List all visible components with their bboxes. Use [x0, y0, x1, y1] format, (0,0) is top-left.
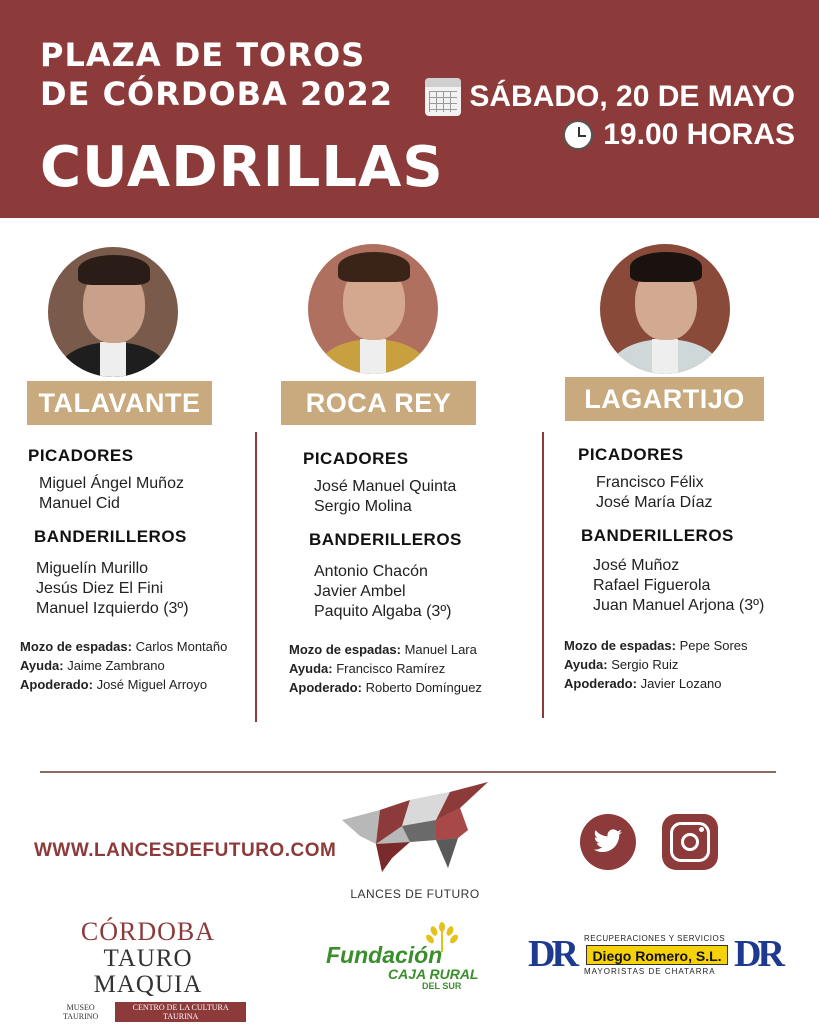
list-item: Javier Ambel	[314, 583, 406, 600]
instagram-icon[interactable]	[662, 814, 718, 870]
cuadrilla-lagartijo	[564, 445, 808, 693]
date-text: SÁBADO, 20 DE MAYO	[469, 80, 795, 113]
column-divider	[255, 432, 257, 722]
list-item: Miguelín Murillo	[36, 560, 149, 577]
apoderado-row: Apoderado: Javier Lozano	[564, 676, 722, 691]
ayuda-row: Ayuda: Sergio Ruiz	[564, 657, 679, 672]
list-item: Manuel Izquierdo (3º)	[36, 600, 189, 617]
list-item: José Manuel Quinta	[314, 478, 457, 495]
cuadrilla-roca-rey	[289, 449, 538, 697]
torero-name-talavante: TALAVANTE	[27, 381, 212, 425]
fundacion-caja-rural-logo: Fundación CAJA RURAL DEL SUR	[326, 922, 486, 987]
list-item: Miguel Ángel Muñoz	[39, 475, 184, 492]
bull-logo-icon	[340, 780, 490, 875]
torero-photo-talavante	[48, 247, 178, 377]
clock-icon	[563, 120, 593, 150]
torero-photo-lagartijo	[600, 244, 730, 374]
ayuda-row: Ayuda: Jaime Zambrano	[20, 658, 165, 673]
list-item: Juan Manuel Arjona (3º)	[593, 597, 765, 614]
apoderado-row: Apoderado: Roberto Domínguez	[289, 680, 482, 695]
cordoba-tauromaquia-logo: CÓRDOBA TAURO MAQUIA MUSEO TAURINO CENTRO DE LA CULTURA TAURINA	[50, 918, 246, 993]
list-item: José Muñoz	[593, 557, 680, 574]
apoderado-row: Apoderado: José Miguel Arroyo	[20, 677, 208, 692]
list-item: Paquito Algaba (3º)	[314, 603, 452, 620]
torero-name-roca-rey: ROCA REY	[281, 381, 476, 425]
time-text: 19.00 HORAS	[603, 118, 795, 151]
picadores-heading: PICADORES	[578, 445, 684, 464]
banderilleros-heading: BANDERILLEROS	[34, 527, 187, 546]
mozo-row: Mozo de espadas: Manuel Lara	[289, 642, 477, 657]
dr-logo-icon: DR	[528, 933, 575, 975]
page-title: CUADRILLAS	[40, 135, 444, 200]
torero-photo-roca-rey	[308, 244, 438, 374]
ayuda-row: Ayuda: Francisco Ramírez	[289, 661, 446, 676]
diego-romero-logo: DR RECUPERACIONES Y SERVICIOS Diego Romero, S.L. MAYORISTAS DE CHATARRA DR	[528, 933, 781, 976]
calendar-icon	[425, 78, 461, 116]
event-time	[563, 118, 795, 152]
list-item: Manuel Cid	[39, 495, 120, 512]
list-item: Sergio Molina	[314, 498, 412, 515]
mozo-row: Mozo de espadas: Carlos Montaño	[20, 639, 228, 654]
cuadrilla-talavante	[20, 446, 253, 694]
lances-logo-text: LANCES DE FUTURO	[350, 887, 480, 901]
torero-name-lagartijo: LAGARTIJO	[565, 377, 764, 421]
twitter-icon[interactable]	[580, 814, 636, 870]
list-item: Francisco Félix	[596, 474, 704, 491]
website-link[interactable]: WWW.LANCESDEFUTURO.COM	[34, 840, 337, 861]
header-banner	[0, 0, 819, 218]
column-divider	[542, 432, 544, 718]
list-item: Antonio Chacón	[314, 563, 428, 580]
list-item: José María Díaz	[596, 494, 713, 511]
footer-divider	[40, 771, 776, 773]
dr-logo-icon: DR	[734, 933, 781, 975]
banderilleros-heading: BANDERILLEROS	[581, 526, 734, 545]
list-item: Rafael Figuerola	[593, 577, 711, 594]
banderilleros-heading: BANDERILLEROS	[309, 530, 462, 549]
mozo-row: Mozo de espadas: Pepe Sores	[564, 638, 748, 653]
picadores-heading: PICADORES	[28, 446, 134, 465]
picadores-heading: PICADORES	[303, 449, 409, 468]
title-line-2: DE CÓRDOBA 2022	[40, 75, 394, 113]
event-date	[425, 78, 795, 116]
list-item: Jesús Diez El Fini	[36, 580, 164, 597]
title-line-1: PLAZA DE TOROS	[40, 36, 366, 74]
